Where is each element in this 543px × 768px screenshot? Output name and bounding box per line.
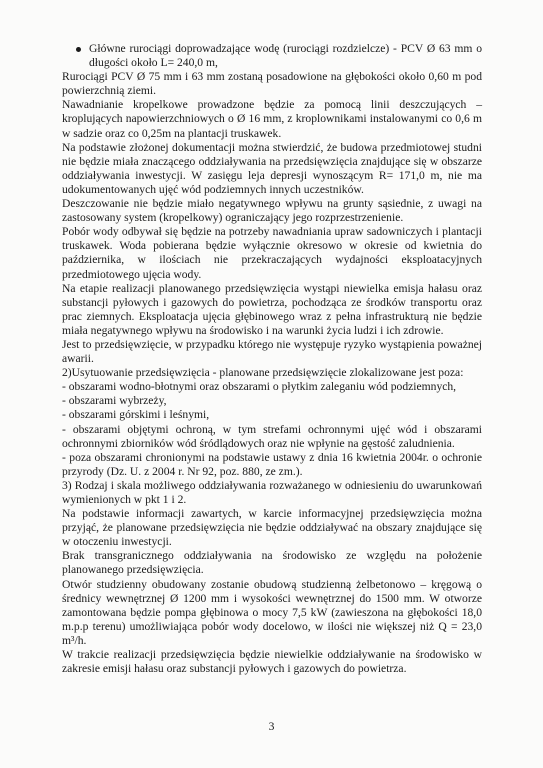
paragraph: 3) Rodzaj i skala możliwego oddziaływania rozważanego w odniesieniu do uwarunkowań wymienionych w pkt 1 i 2.: [62, 478, 482, 506]
page-number: 3: [268, 720, 275, 733]
paragraph: Na podstawie informacji zawartych, w karcie informacyjnej przedsięwzięcia można przyjąć, że planowane przedsięwzięcia nie będzie oddziaływać na obszary znajdujące się w otoczeniu inwestycji.: [62, 507, 482, 549]
paragraph: Brak transgranicznego oddziaływania na środowisko ze względu na położenie planowanego przedsięwzięcia.: [62, 549, 482, 577]
list-item: [76, 42, 482, 70]
paragraph: W trakcie realizacji przedsięwzięcia będzie niewielkie oddziaływanie na środowisko w zakresie emisji hałasu oraz substancji pyłowych i gazowych do powietrza.: [62, 648, 482, 676]
paragraph: Deszczowanie nie będzie miało negatywnego wpływu na grunty sąsiednie, z uwagi na zastosowany system (kropelkowy) ograniczający jego rozprzestrzenienie.: [62, 197, 482, 225]
paragraph: Otwór studzienny obudowany zostanie obudową studzienną żelbetonowo – kręgową o średnicy wewnętrznej Ø 1200 mm i wysokości wewnętrznej do 1500 mm. W otworze zamontowana będzie pompa głębinowa o mocy 7,5 kW (zawieszona na głębokości 18,0 m.p.p terenu) umożliwiająca pobór wody docelowo, w ilości nie większej niż Q = 23,0 m³/h.: [62, 577, 482, 647]
paragraph: Na podstawie złożonej dokumentacji można stwierdzić, że budowa przedmiotowej studni nie będzie miała znaczącego oddziaływania na przedsięwzięcia znajdujące się w obszarze oddziaływania inwestycji. W zasięgu leja depresji wynoszącym R= 171,0 m, nie ma udokumentowanych ujęć wód podziemnych innych uczestników.: [62, 140, 482, 196]
list-line: - obszarami wybrzeży,: [62, 394, 167, 408]
document-body: [62, 42, 482, 676]
bullet-text: Główne rurociągi doprowadzające wodę (rurociągi rozdzielcze) - PCV Ø 63 mm o długości około L= 240,0 m,: [89, 42, 482, 70]
list-line: - poza obszarami chronionymi na podstawie ustawy z dnia 16 kwietnia 2004r. o ochronie przyrody (Dz. U. z 2004 r. Nr 92, poz. 880, ze zm.).: [62, 450, 482, 478]
list-line: - obszarami objętymi ochroną, w tym strefami ochronnymi ujęć wód i obszarami ochronnymi zbiorników wód śródlądowych oraz nie wpłynie na gęstość zaludnienia.: [62, 422, 482, 450]
paragraph: Pobór wody odbywał się będzie na potrzeby nawadniania upraw sadowniczych i plantacji truskawek. Woda pobierana będzie wyłącznie okresowo w okresie od kwietnia do października, w ilościach nie przekraczających wydajności eksploatacyjnych przedmiotowego ujęcia wody.: [62, 225, 482, 281]
list-line: - obszarami górskimi i leśnymi,: [62, 408, 210, 422]
paragraph: Rurociągi PCV Ø 75 mm i 63 mm zostaną posadowione na głębokości około 0,60 m pod powierzchnią ziemi.: [62, 70, 482, 98]
paragraph: Nawadnianie kropelkowe prowadzone będzie za pomocą linii deszczujących – kroplujących napowierzchniowych o Ø 16 mm, z kroplownikami instalowanymi co 0,6 m w sadzie oraz co 0,25m na plantacji truskawek.: [62, 98, 482, 140]
paragraph: 2)Usytuowanie przedsięwzięcia - planowane przedsięwzięcie zlokalizowane jest poza:: [62, 366, 464, 380]
paragraph: Jest to przedsięwzięcie, w przypadku którego nie występuje ryzyko wystąpienia poważnej awarii.: [62, 337, 482, 366]
bullet-dot-icon: [76, 47, 81, 52]
list-line: - obszarami wodno-błotnymi oraz obszarami o płytkim zaleganiu wód podziemnych,: [62, 380, 457, 394]
paragraph: Na etapie realizacji planowanego przedsięwzięcia wystąpi niewielka emisja hałasu oraz substancji pyłowych i gazowych do powietrza, pochodząca ze środków transportu oraz prac ziemnych. Eksploatacja ujęcia głębinowego wraz z pełna infrastrukturą nie będzie miała negatywnego wpływu na środowisko i na warunki życia ludzi i ich zdrowie.: [62, 281, 482, 337]
